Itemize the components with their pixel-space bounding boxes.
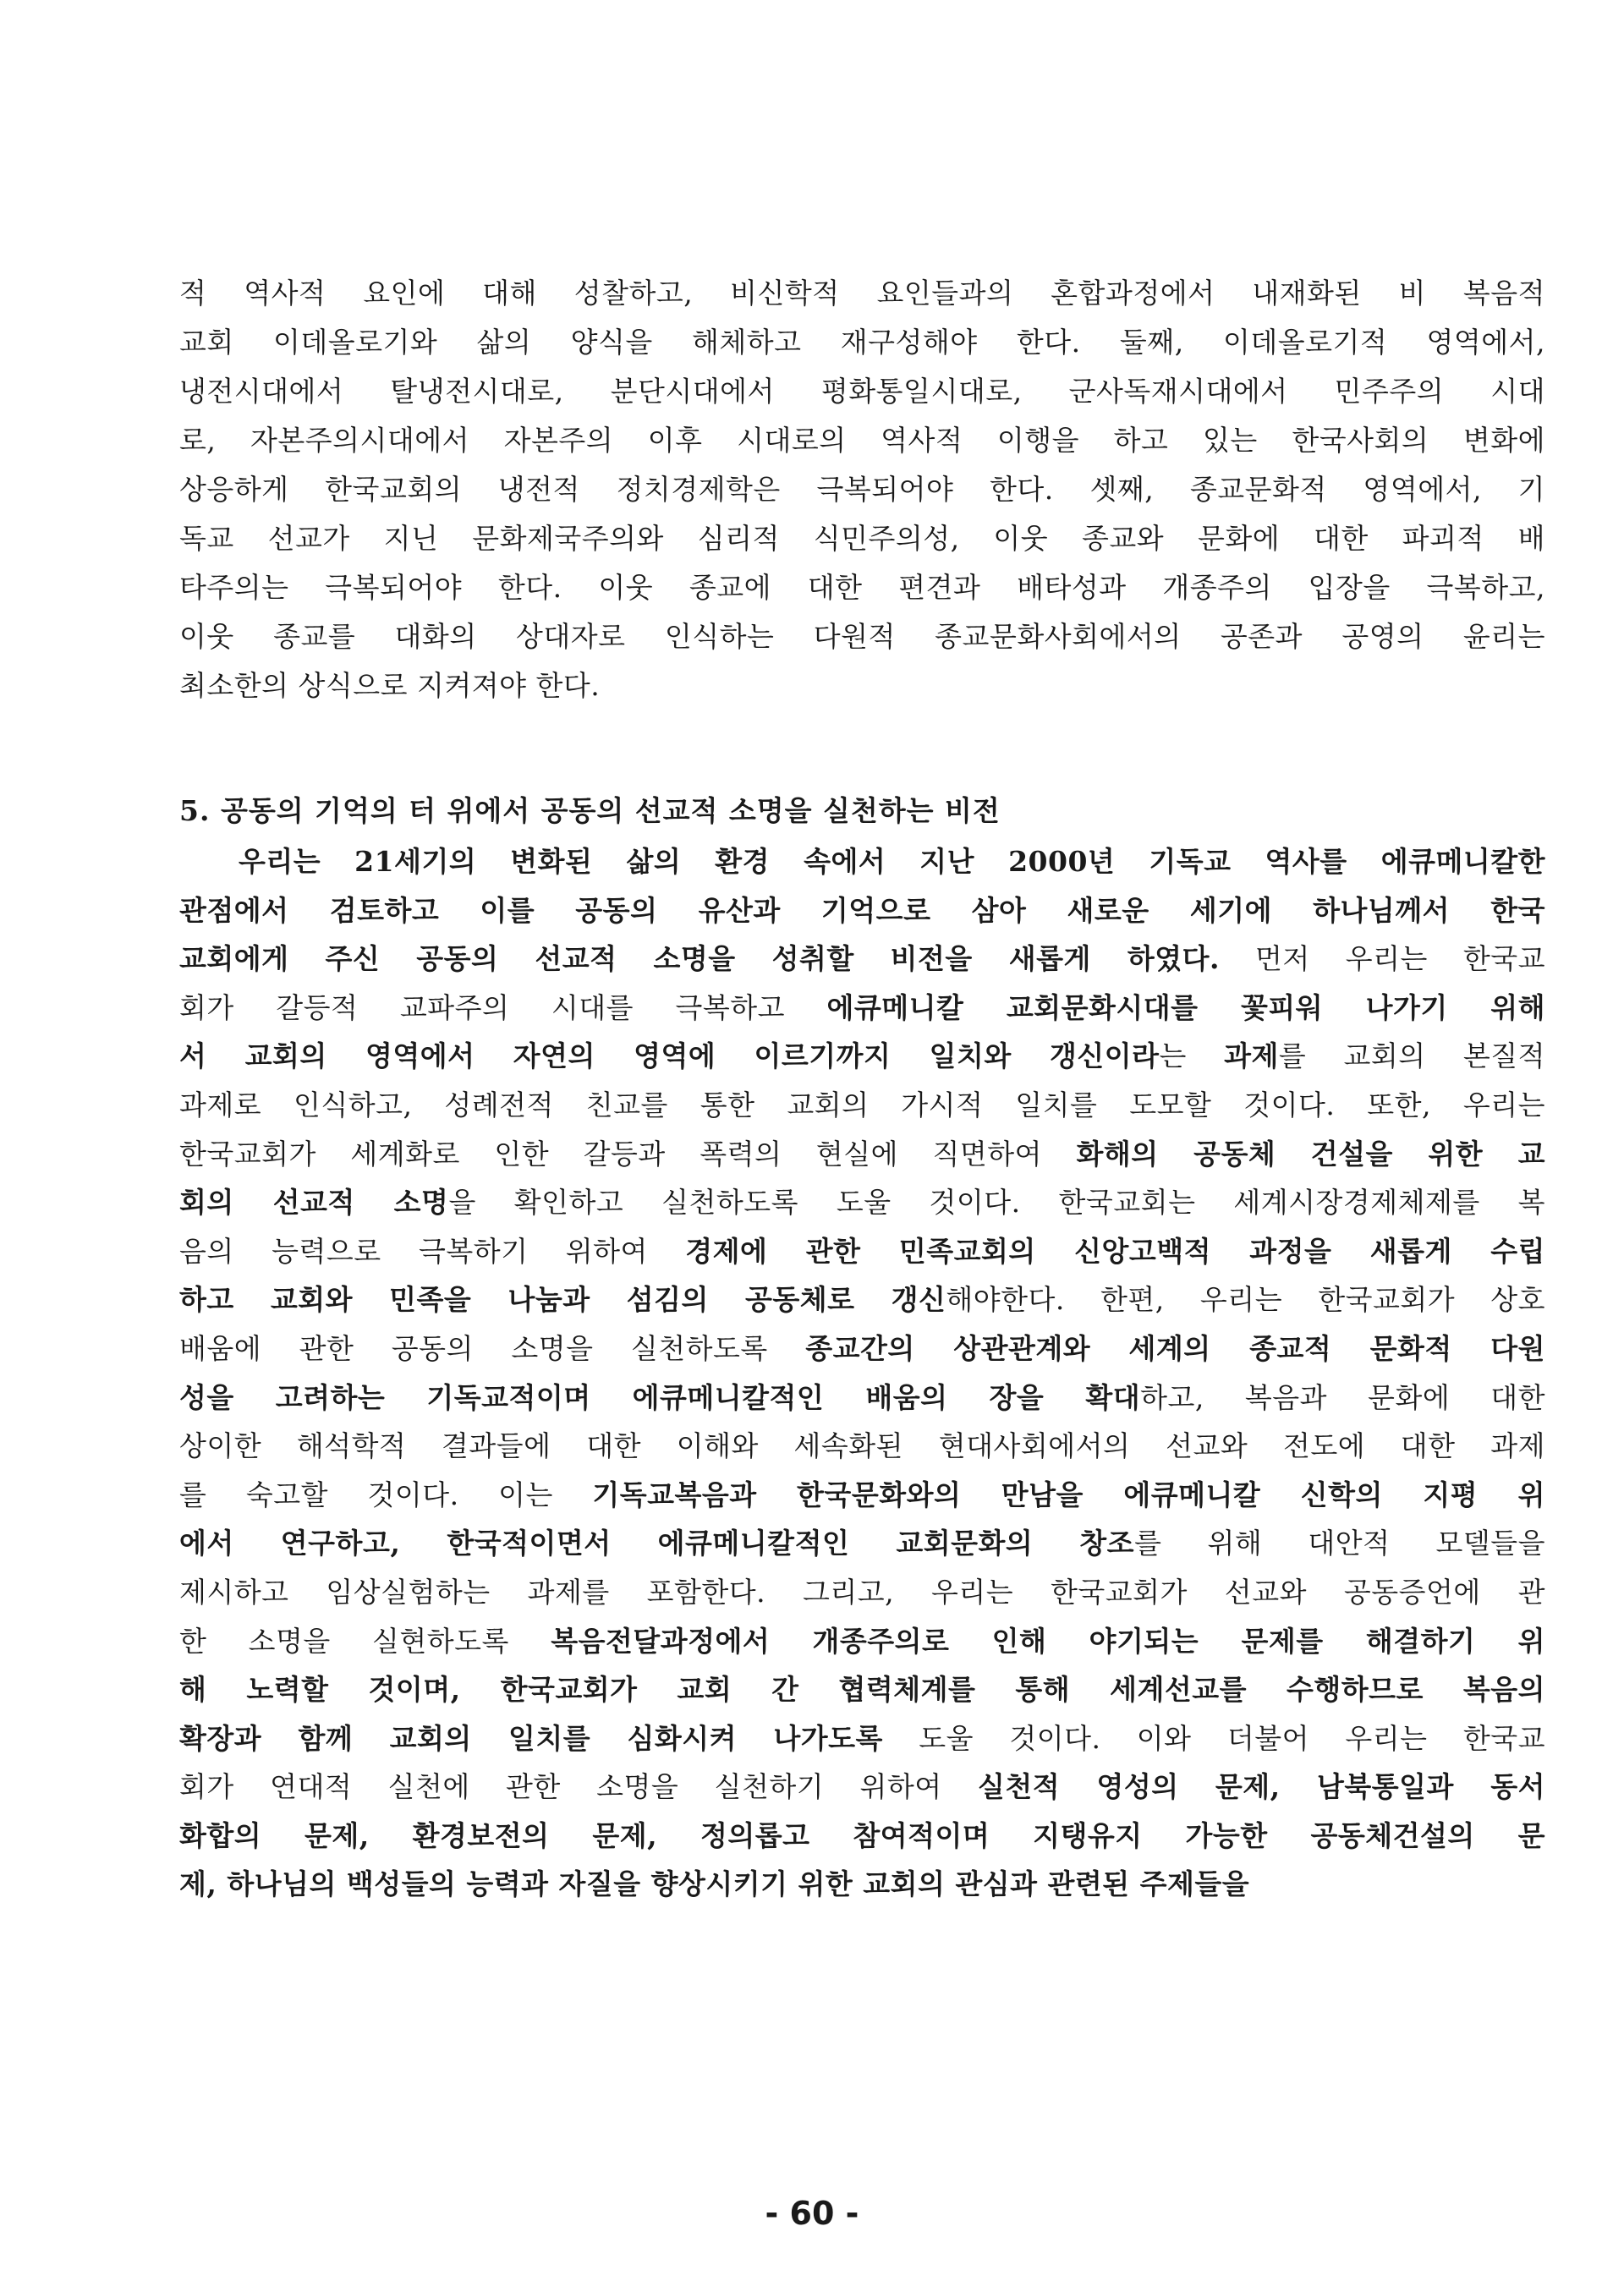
bold-text-span: 복음전달과정에서 개종주의로 인해 야기되는 문제를 해결하기 위: [551, 1624, 1545, 1658]
bold-text-span: 에서 연구하고, 한국적이면서 에큐메니칼적인 교회문화의 창조: [179, 1527, 1135, 1560]
text-span: 적 역사적 요인에 대해 성찰하고, 비신학적 요인들과의 혼합과정에서 내재화된 비 복음적: [179, 277, 1545, 310]
text-span: 타주의는 극복되어야 한다. 이웃 종교에 대한 편견과 배타성과 개종주의 입장을 극복하고,: [179, 571, 1545, 604]
text-span: 회가 연대적 실천에 관한 소명을 실천하기 위하여: [179, 1770, 978, 1804]
text-span: 한국교회가 세계화로 인한 갈등과 폭력의 현실에 직면하여: [179, 1137, 1077, 1171]
bold-text-span: 기독교복음과 한국문화와의 만남을 에큐메니칼 신학의 지평 위: [592, 1478, 1545, 1511]
text-line: [179, 1422, 1545, 1471]
text-span: 를 위해 대안적 모델들을: [1134, 1527, 1546, 1560]
text-span: 하고, 복음과 문화에 대한: [1140, 1380, 1545, 1414]
bold-text-span: 제, 하나님의 백성들의 능력과 자질을 향상시키기 위한 교회의 관심과 관련된 주제들을: [179, 1867, 1250, 1901]
text-span: 한 소명을 실현하도록: [179, 1624, 551, 1658]
text-line: [179, 1130, 1545, 1179]
text-span: 독교 선교가 지닌 문화제국주의와 심리적 식민주의성, 이웃 종교와 문화에 대한 파괴적 배: [179, 522, 1545, 555]
text-line: [179, 514, 1545, 563]
bold-text-span: 회의 선교적 소명: [179, 1186, 449, 1220]
text-line: [179, 612, 1545, 661]
text-line: [179, 1081, 1545, 1130]
text-span: 을 확인하고 실천하도록 도울 것이다. 한국교회는 세계시장경제체제를 복: [448, 1186, 1546, 1220]
text-span: 상응하게 한국교회의 냉전적 정치경제학은 극복되어야 한다. 셋째, 종교문화적 영역에서, 기: [179, 473, 1545, 506]
bold-text-span: 에큐메니칼 교회문화시대를 꽃피워 나가기 위해: [826, 990, 1546, 1024]
text-line: [179, 1275, 1545, 1324]
text-line: [179, 1032, 1545, 1081]
bold-text-span: 과제: [1224, 1039, 1279, 1073]
text-span: 로, 자본주의시대에서 자본주의 이후 시대로의 역사적 이행을 하고 있는 한국사회의 변화에: [179, 424, 1545, 457]
text-span: 이웃 종교를 대화의 상대자로 인식하는 다원적 종교문화사회에서의 공존과 공영의 윤리는: [179, 620, 1545, 653]
text-span: 음의 능력으로 극복하기 위하여: [179, 1234, 686, 1268]
bold-text-span: 관점에서 검토하고 이를 공동의 유산과 기억으로 삼아 새로운 세기에 하나님께서 한국: [179, 893, 1545, 927]
bold-text-span: 종교간의 상관관계와 세계의 종교적 문화적 다원: [805, 1331, 1545, 1365]
bold-text-span: 확장과 함께 교회의 일치를 심화시켜 나가도록: [179, 1721, 883, 1755]
text-line: [179, 1812, 1545, 1861]
bold-text-span: 교회에게 주신 공동의 선교적 소명을 성취할 비전을 새롭게 하였다.: [179, 942, 1221, 976]
text-span: 해야한다. 한편, 우리는 한국교회가 상호: [946, 1283, 1545, 1317]
text-line: [179, 1471, 1545, 1520]
text-line: [179, 984, 1545, 1033]
text-span: 과제로 인식하고, 성례전적 친교를 통한 교회의 가시적 일치를 도모할 것이다. 또한, 우리는: [179, 1088, 1545, 1121]
page-number: - 60 -: [765, 2195, 859, 2232]
text-line: [179, 1714, 1545, 1763]
text-span: 최소한의 상식으로 지켜져야 한다.: [179, 669, 601, 702]
text-line: [179, 935, 1545, 984]
section-heading: 5. 공동의 기억의 터 위에서 공동의 선교적 소명을 실천하는 비전: [179, 794, 1001, 827]
text-span: 배움에 관한 공동의 소명을 실천하도록: [179, 1331, 806, 1365]
text-span: 제시하고 임상실험하는 과제를 포함한다. 그리고, 우리는 한국교회가 선교와 공동증언에 관: [179, 1575, 1545, 1609]
text-line: [179, 465, 1545, 514]
text-span: 는: [1159, 1039, 1225, 1073]
paragraph-1: [179, 269, 1545, 710]
text-line: [179, 1374, 1545, 1423]
bold-text-span: 우리는 21세기의 변화된 삶의 환경 속에서 지난 2000년 기독교 역사를 에큐메니칼한: [239, 845, 1545, 878]
text-span: 를 교회의 본질적: [1278, 1039, 1545, 1073]
bold-text-span: 해 노력할 것이며, 한국교회가 교회 간 협력체계를 통해 세계선교를 수행하므로 복음의: [179, 1673, 1545, 1707]
text-span: 상이한 해석학적 결과들에 대한 이해와 세속화된 현대사회에서의 선교와 전도에 대한 과제: [179, 1429, 1545, 1463]
text-line: [179, 318, 1545, 367]
text-line: [179, 1227, 1545, 1276]
text-span: 회가 갈등적 교파주의 시대를 극복하고: [179, 990, 827, 1024]
bold-text-span: 서 교회의 영역에서 자연의 영역에 이르기까지 일치와 갱신이라: [179, 1039, 1160, 1073]
text-line: [179, 837, 1545, 886]
text-span: 를 숙고할 것이다. 이는: [179, 1478, 593, 1511]
text-line: [179, 1617, 1545, 1666]
paragraph-2: [179, 837, 1545, 1909]
bold-text-span: 실천적 영성의 문제, 남북통일과 동서: [977, 1770, 1545, 1804]
text-line: [179, 269, 1545, 318]
text-line: [179, 1324, 1545, 1374]
text-line: [179, 1568, 1545, 1617]
text-span: 교회 이데올로기와 삶의 양식을 해체하고 재구성해야 한다. 둘째, 이데올로기적 영역에서,: [179, 326, 1545, 359]
text-line: [179, 1763, 1545, 1812]
text-span: 도울 것이다. 이와 더불어 우리는 한국교: [882, 1721, 1545, 1755]
text-line: [179, 1665, 1545, 1714]
bold-text-span: 경제에 관한 민족교회의 신앙고백적 과정을 새롭게 수립: [685, 1234, 1545, 1268]
text-span: 먼저 우리는 한국교: [1220, 942, 1545, 976]
text-line: [179, 416, 1545, 465]
text-line: [179, 1178, 1545, 1227]
text-line: [179, 367, 1545, 416]
text-line: [179, 886, 1545, 935]
bold-text-span: 하고 교회와 민족을 나눔과 섬김의 공동체로 갱신: [179, 1283, 946, 1317]
text-span: 냉전시대에서 탈냉전시대로, 분단시대에서 평화통일시대로, 군사독재시대에서 민주주의 시대: [179, 375, 1545, 408]
text-line: [179, 1860, 1545, 1909]
text-line: [179, 1519, 1545, 1568]
text-line: [179, 661, 1545, 710]
bold-text-span: 화해의 공동체 건설을 위한 교: [1076, 1137, 1545, 1171]
text-line: [179, 563, 1545, 612]
bold-text-span: 성을 고려하는 기독교적이며 에큐메니칼적인 배움의 장을 확대: [179, 1380, 1141, 1414]
bold-text-span: 화합의 문제, 환경보전의 문제, 정의롭고 참여적이며 지탱유지 가능한 공동체건설의 문: [179, 1818, 1545, 1852]
